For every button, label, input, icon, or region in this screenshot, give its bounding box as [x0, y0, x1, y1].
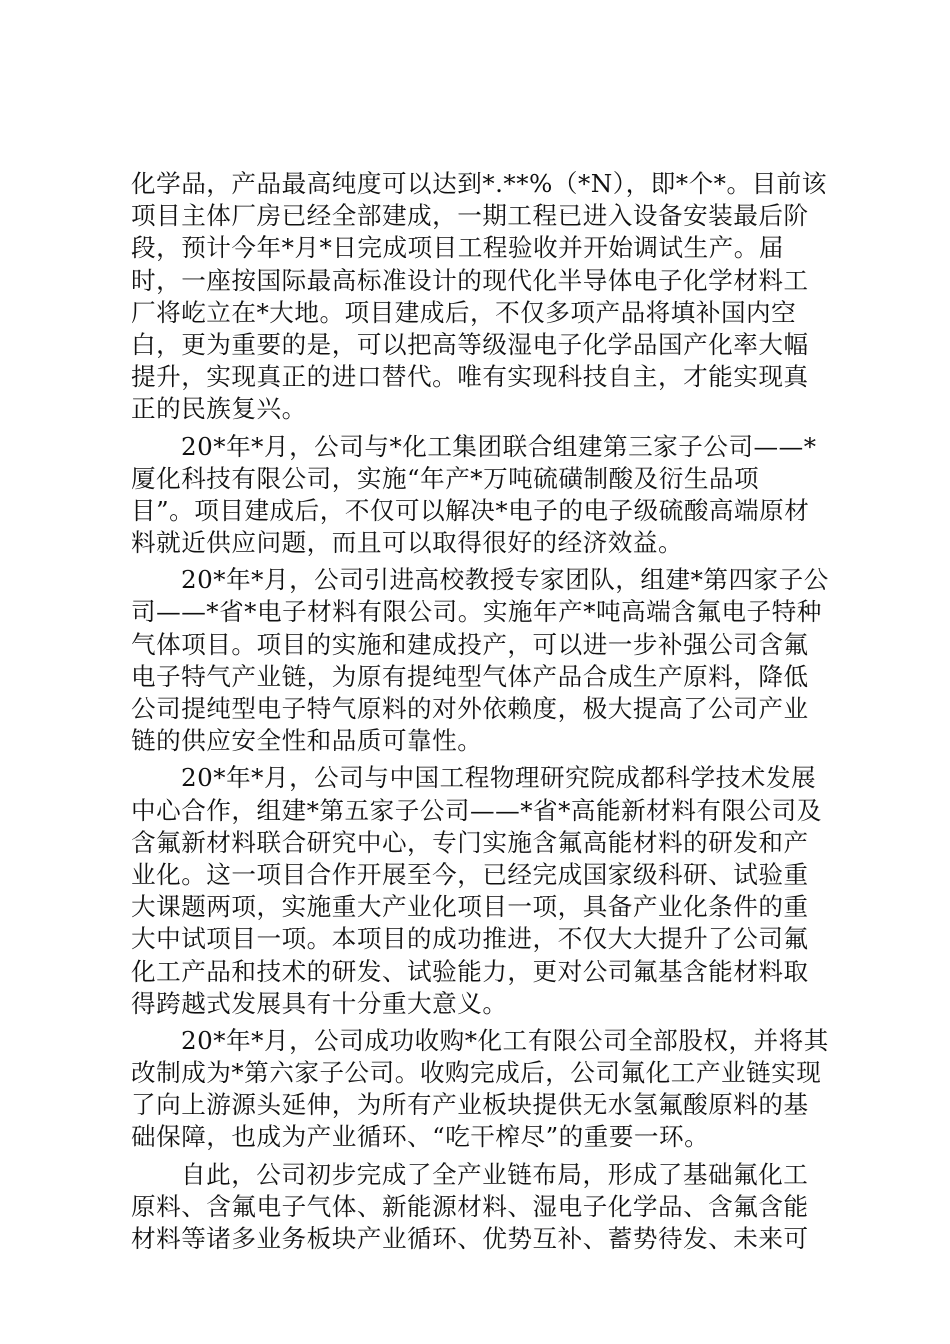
text-line: 材料等诸多业务板块产业循环、优势互补、蓄势待发、未来可: [131, 1224, 809, 1253]
text-line: 化学品，产品最高纯度可以达到*.**%（*N），即*个*。目前该: [131, 169, 827, 198]
text-line: 电子特气产业链，为原有提纯型气体产品合成生产原料，降低: [131, 661, 809, 691]
paragraph-first-line: 20*年*月，公司成功收购*化工有限公司全部股权，并将其: [181, 1025, 829, 1055]
text-line: 了向上游源头延伸，为所有产业板块提供无水氢氟酸原料的基: [131, 1090, 809, 1120]
text-line: 正的民族复兴。: [131, 394, 307, 424]
text-line: 大中试项目一项。本项目的成功推进，不仅大大提升了公司氟: [131, 924, 809, 954]
text-line: 链的供应安全性和品质可靠性。: [131, 726, 483, 756]
text-line: 厂将屹立在*大地。项目建成后，不仅多项产品将填补国内空: [131, 297, 797, 327]
paragraph-first-line: 20*年*月，公司引进高校教授专家团队，组建*第四家子公: [181, 565, 829, 595]
text-line: 厦化科技有限公司，实施“年产*万吨硫磺制酸及衍生品项: [131, 463, 760, 493]
text-line: 提升，实现真正的进口替代。唯有实现科技自主，才能实现真: [131, 362, 809, 392]
text-line: 改制成为*第六家子公司。收购完成后，公司氟化工产业链实现: [131, 1058, 822, 1088]
text-line: 业化。这一项目合作开展至今，已经完成国家级科研、试验重: [131, 859, 809, 889]
paragraph-first-line: 20*年*月，公司与*化工集团联合组建第三家子公司——*: [181, 431, 817, 461]
text-line: 目”。项目建成后，不仅可以解决*电子的电子级硫酸高端原材: [131, 495, 810, 525]
text-line: 项目主体厂房已经全部建成，一期工程已进入设备安装最后阶: [131, 201, 809, 231]
paragraph-first-line: 20*年*月，公司与中国工程物理研究院成都科学技术发展: [181, 763, 817, 793]
text-line: 含氟新材料联合研究中心，专门实施含氟高能材料的研发和产: [131, 827, 809, 857]
text-line: 司——*省*电子材料有限公司。实施年产*吨高端含氟电子特种: [131, 597, 822, 627]
paragraph-first-line: 自此，公司初步完成了全产业链布局，形成了基础氟化工: [181, 1159, 809, 1189]
document-body: [131, 168, 831, 1255]
text-line: 础保障，也成为产业循环、“吃干榨尽”的重要一环。: [131, 1122, 710, 1152]
text-line: 公司提纯型电子特气原料的对外依赖度，极大提高了公司产业: [131, 694, 809, 723]
text-line: 时，一座按国际最高标准设计的现代化半导体电子化学材料工: [131, 265, 809, 295]
text-line: 化工产品和技术的研发、试验能力，更对公司氟基含能材料取: [131, 956, 809, 986]
text-line: 原料、含氟电子气体、新能源材料、湿电子化学品、含氟含能: [131, 1191, 809, 1221]
text-line: 料就近供应问题，而且可以取得很好的经济效益。: [131, 528, 684, 558]
text-line: 白，更为重要的是，可以把高等级湿电子化学品国产化率大幅: [131, 329, 809, 359]
text-line: 中心合作，组建*第五家子公司——*省*高能新材料有限公司及: [131, 795, 822, 825]
text-line: 大课题两项，实施重大产业化项目一项，具备产业化条件的重: [131, 892, 809, 922]
text-line: 气体项目。项目的实施和建成投产，可以进一步补强公司含氟: [131, 629, 809, 659]
text-line: 段，预计今年*月*日完成项目工程验收并开始调试生产。届: [131, 233, 784, 263]
text-line: 得跨越式发展具有十分重大意义。: [131, 988, 508, 1018]
